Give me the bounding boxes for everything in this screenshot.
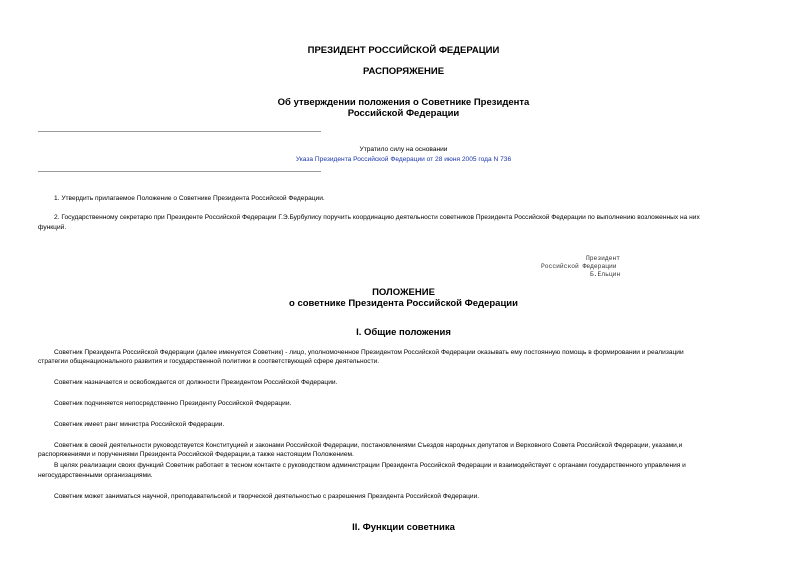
section-1-p1-line2: стратегии общенационального развития и государственной политики в соответствующей сфере деятельности. [38, 358, 380, 365]
section-1-p5-line1: Советник в своей деятельности руководствуется Конституцией и законами Российской Федерации, постановлениями Съездов народных депутатов и Верховного Совета Российской Федерации, указами,и [54, 442, 683, 449]
repeal-link[interactable]: Указа Президента Российской Федерации от 28 июня 2005 года N 736 [295, 156, 512, 163]
signature-org: Российской Федерации [541, 263, 617, 270]
signature-name: Б.Ельцин [590, 271, 621, 278]
order-item-2-line1: 2. Государственному секретарю при Президенте Российской Федерации Г.Э.Бурбулису поручить координацию деятельности советников Президента Российской Федерации по выполнению возложенных на них [54, 214, 700, 221]
section-1-heading: I. Общие положения [356, 327, 451, 338]
signature-title: Президент [586, 255, 621, 262]
section-1-p3: Советник подчиняется непосредственно Президенту Российской Федерации. [54, 400, 292, 407]
document-title-line1: Об утверждении положения о Советнике Президента [277, 97, 530, 108]
document-authority: ПРЕЗИДЕНТ РОССИЙСКОЙ ФЕДЕРАЦИИ [307, 45, 500, 56]
order-item-1: 1. Утвердить прилагаемое Положение о Советнике Президента Российской Федерации. [54, 195, 325, 202]
section-1-p2: Советник назначается и освобождается от должности Президентом Российской Федерации. [54, 379, 338, 386]
regulation-title: ПОЛОЖЕНИЕ [372, 287, 435, 298]
document-title-line2: Российской Федерации [347, 108, 460, 119]
regulation-subtitle: о советнике Президента Российской Федерации [289, 298, 518, 309]
section-1-p6-line1: В целях реализации своих функций Советник работает в тесном контакте с руководством администрации Президента Российской Федерации и взаимодействует с органами государственного управления и [54, 462, 686, 469]
divider-bottom [38, 171, 321, 172]
section-1-p1-line1: Советник Президента Российской Федерации (далее именуется Советник) - лицо, уполномоченное Президентом Российской Федерации оказывать ему постоянную помощь в формировании и реализации [54, 349, 684, 356]
section-1-p5-line2: распоряжениями и поручениями Президента Российской Федерации,а также настоящим Положением. [38, 451, 354, 458]
divider-top [38, 131, 321, 132]
document-type: РАСПОРЯЖЕНИЕ [362, 66, 445, 77]
order-item-2-line2: функций. [38, 224, 67, 231]
section-1-p4: Советник имеет ранг министра Российской Федерации. [54, 421, 225, 428]
section-1-p7: Советник может заниматься научной, преподавательской и творческой деятельностью с разрешения Президента Российской Федерации. [54, 493, 480, 500]
section-1-p6-line2: негосударственными организациями. [38, 472, 153, 479]
section-2-heading: II. Функции советника [352, 522, 455, 533]
status-note: Утратило силу на основании [359, 146, 448, 153]
